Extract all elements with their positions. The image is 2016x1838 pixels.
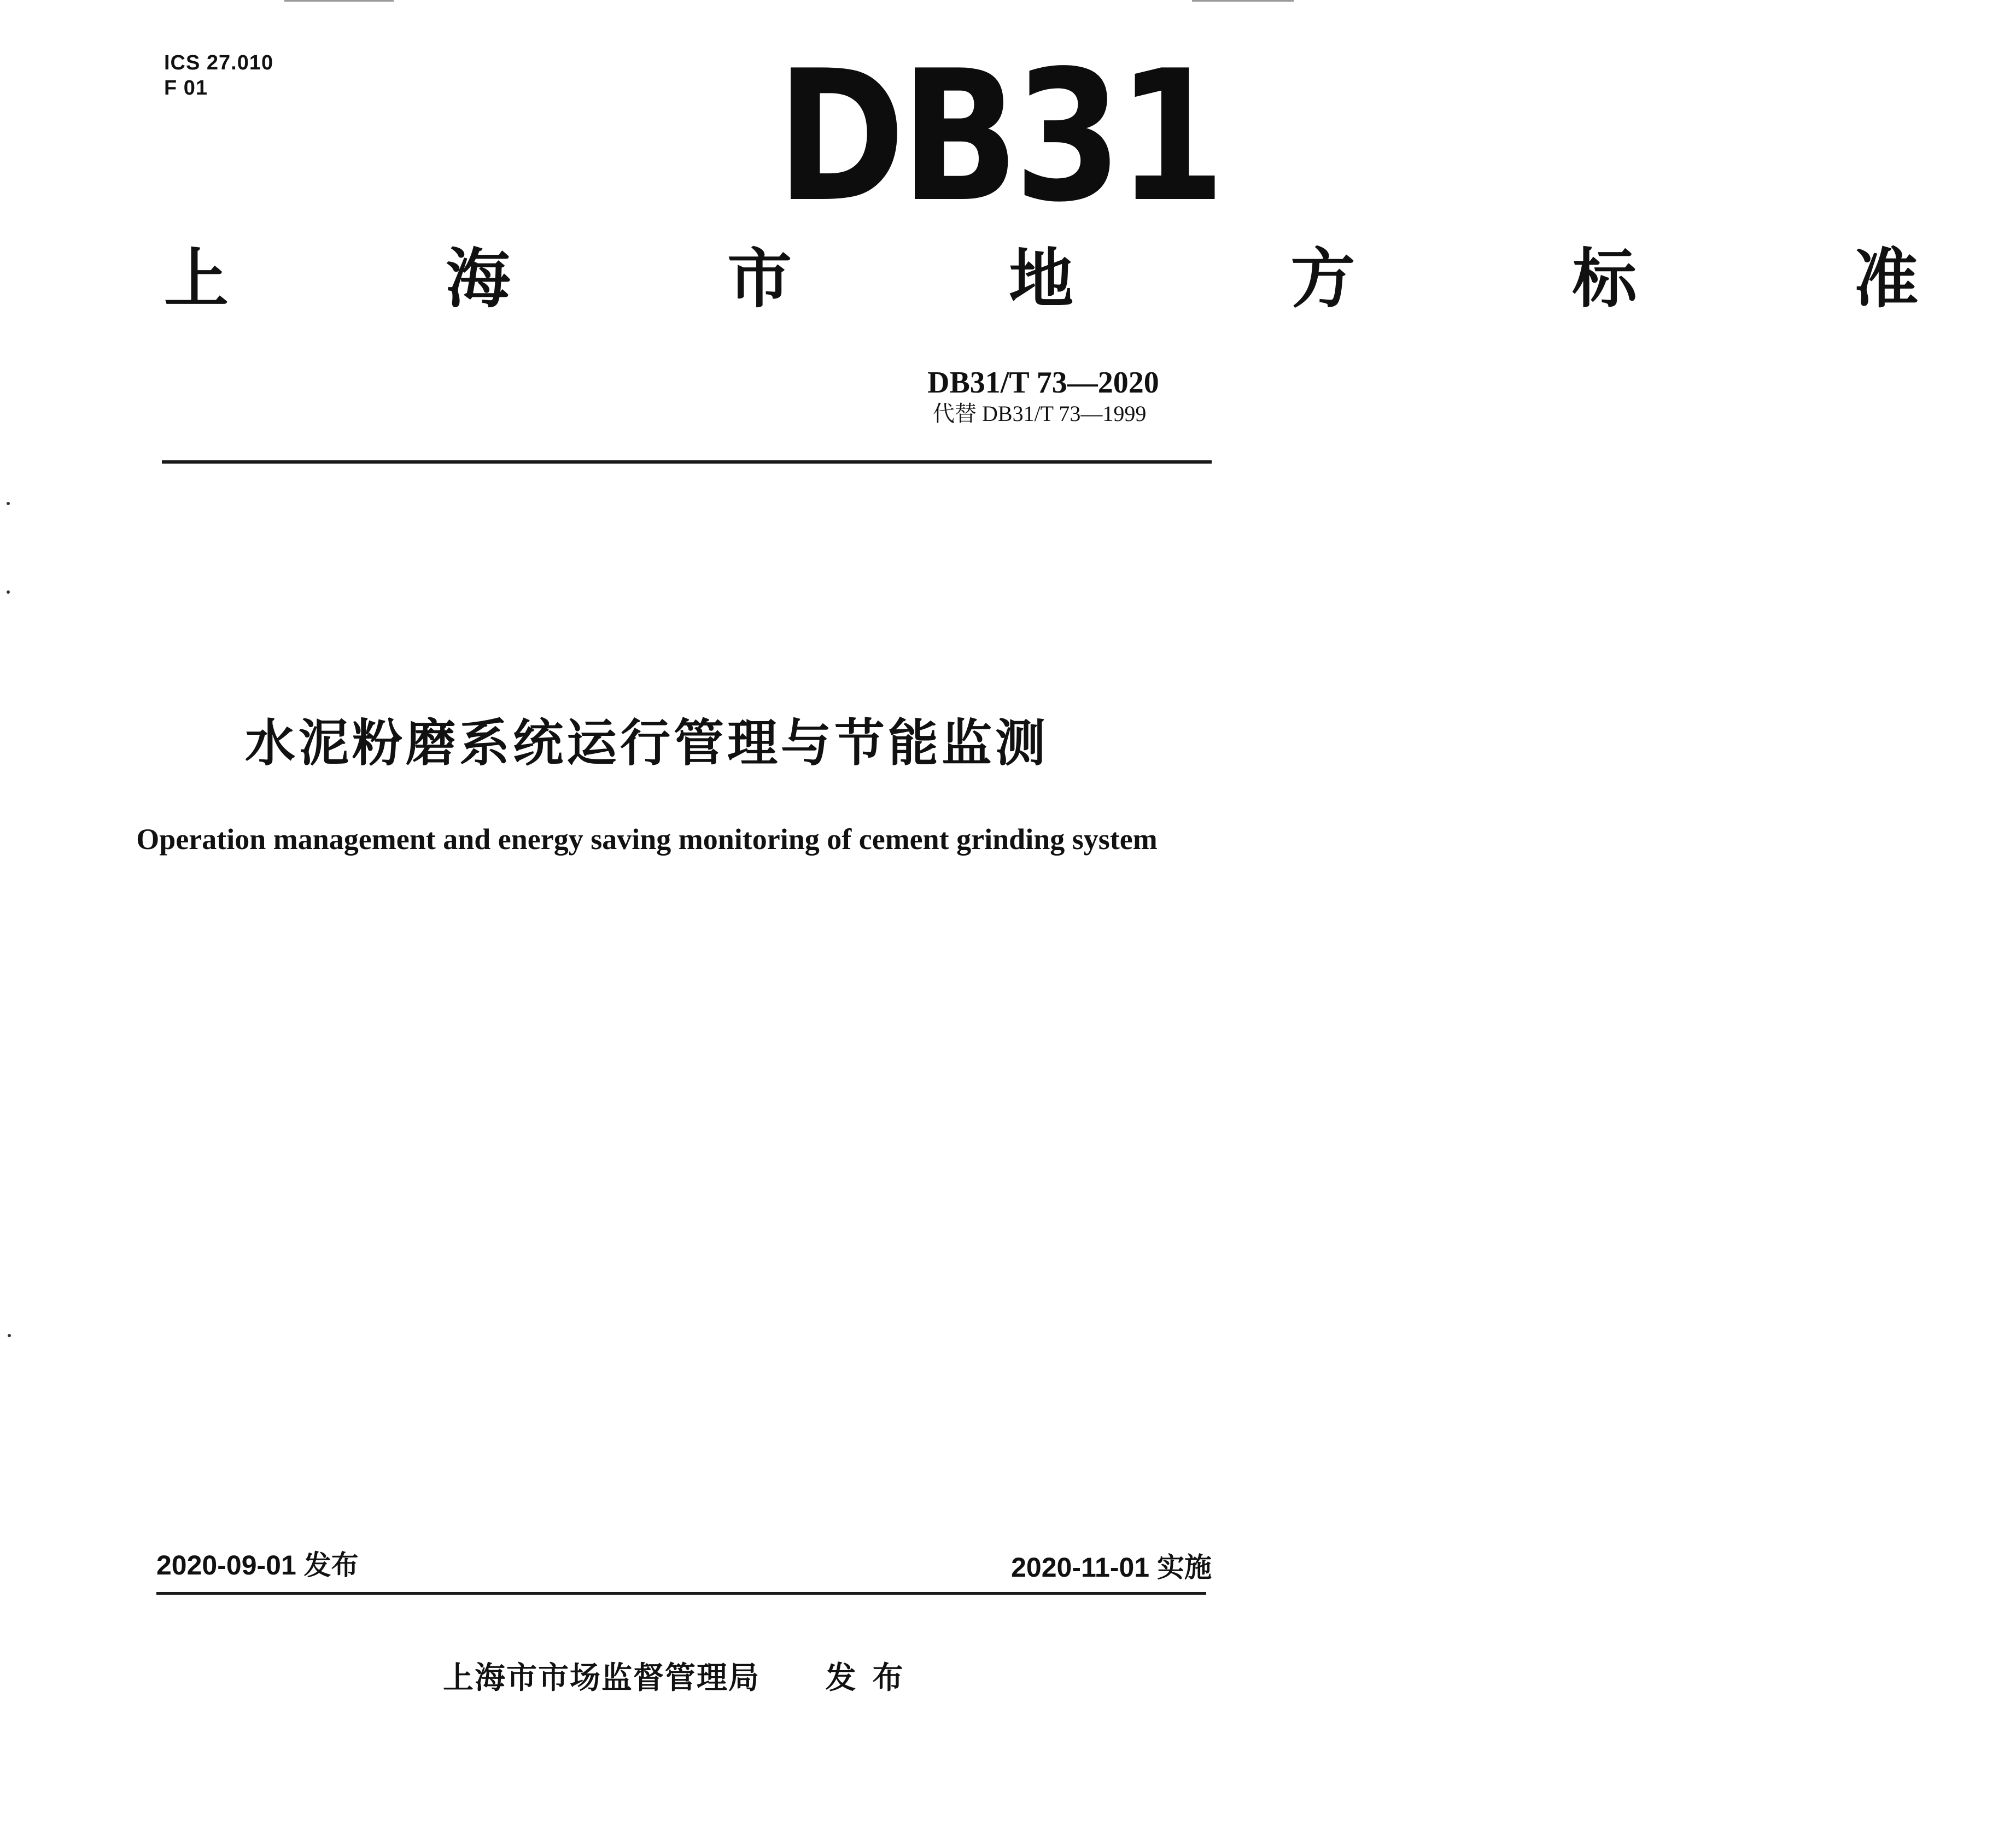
ics-code: ICS 27.010 xyxy=(164,51,274,74)
issuing-organization: 上海市市场监督管理局 xyxy=(443,1660,760,1696)
implementation-date: 2020-11-01 实施 xyxy=(1011,1552,1212,1583)
chinese-title: 水泥粉磨系统运行管理与节能监测 xyxy=(244,714,1049,772)
category-code: F 01 xyxy=(164,77,208,99)
publish-date: 2020-09-01 发布 xyxy=(156,1550,359,1581)
scan-edge-mark xyxy=(1192,0,1294,2)
standard-number: DB31/T 73—2020 xyxy=(927,366,1159,400)
standard-type-heading: 上 海 市 地 方 标 准 xyxy=(164,241,2016,317)
issue-action: 发布 xyxy=(825,1660,920,1696)
scan-speck xyxy=(8,1334,11,1337)
standard-number-block xyxy=(927,365,1184,428)
db31-logo xyxy=(776,32,1221,242)
replaces-standard: 代替 DB31/T 73—1999 xyxy=(933,401,1147,426)
scan-edge-mark xyxy=(284,0,394,2)
scan-speck xyxy=(7,590,10,594)
top-divider xyxy=(162,460,1212,464)
bottom-divider xyxy=(156,1592,1206,1595)
classification-codes xyxy=(164,50,273,101)
scan-speck xyxy=(7,502,10,505)
english-title: Operation management and energy saving monitoring of cement grinding system xyxy=(136,823,1158,856)
logo-text: DB31 xyxy=(776,32,1221,242)
issuer-line xyxy=(443,1656,920,1700)
